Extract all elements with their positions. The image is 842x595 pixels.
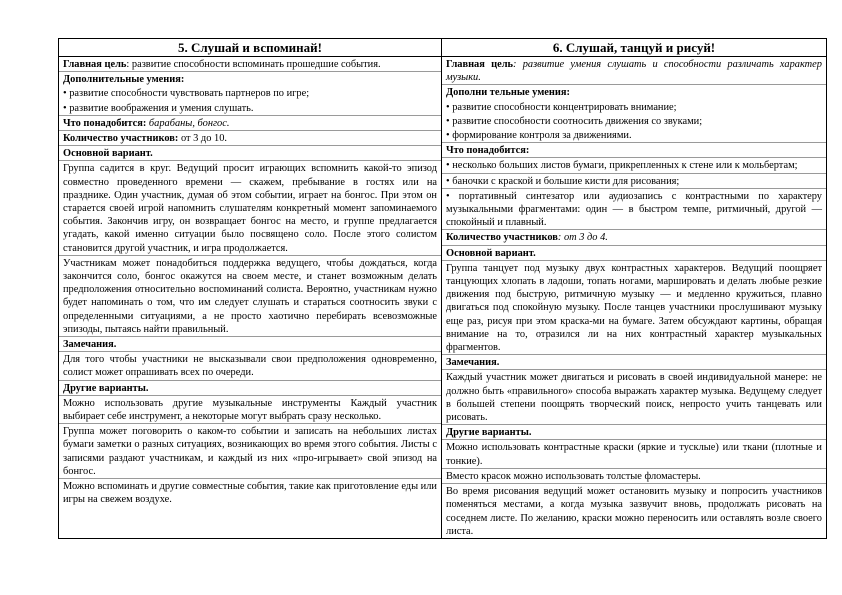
left-title: 5. Слушай и вспоминай! [59, 39, 441, 57]
left-remarks-label: Замечания. [59, 337, 441, 352]
right-need-3: • портативный синтезатор или аудиозапись с контрастными по характеру музыкальными фрагментами: один — в быстром темпе, ритмичный, другой — спокойный и плавный. [442, 189, 826, 231]
games-table [58, 38, 827, 539]
left-other-p3: Можно вспоминать и другие совместные события, такие как приготовление еды или игры на свежем воздухе. [63, 481, 437, 506]
left-basic-label: Основной вариант. [59, 146, 441, 161]
left-main-goal: Главная цель: развитие способности вспоминать прошедшие события. [59, 57, 441, 72]
right-skill-2: • развитие способности соотносить движения со звуками; [446, 115, 703, 127]
left-basic-p1: Группа садится в круг. Ведущий просит играющих вспомнить какой-то эпизод совместно проведенного времени — скажем, пребывание в гостях или на празднике. Один участник, думая об этом событии, играет на бонгос. При этом он старается своей игрой напомнить слушателям конкретный момент запоминаемого события. Закончив игру, он возвращает бонгос на место, и группе предлагается угадать, какой именно ситуации было посвящено соло. После этого солистом становится другой участник, и игра продолжается. [59, 161, 441, 255]
left-need: Что понадобится: барабаны, бонгос. [59, 116, 441, 131]
right-other-label: Другие варианты. [442, 425, 826, 440]
left-extra-skills-label: Дополнительные умения: [63, 74, 185, 86]
right-need-label: Что понадобится: [442, 143, 826, 158]
document-page [58, 38, 824, 588]
left-skill-1: • развитие способности чувствовать партнеров по игре; [63, 88, 310, 100]
left-remarks-text: Для того чтобы участники не высказывали свои предположения одновременно, солист может опрашивать всех по очереди. [59, 352, 441, 380]
right-remarks-text: Каждый участник может двигаться и рисовать в своей индивидуальной манере: не должно быть «правильного» способа выражать характер музыка. Ведущему следует в большей степени поощрять творческий поиск, непросто учить танцевать или рисовать. [442, 370, 826, 425]
right-basic-p1: Группа танцует под музыку двух контрастных характеров. Ведущий поощряет танцующих хлопать в ладоши, топать ногами, маршировать и делать любые резкие движения под быструю, ритмичную музыку — и медленно кружиться, плавно двигаться под спокойную музыку. После танцев участники прослушивают музыку еще раз, рисуя при этом краска-ми на бумаге. Затем обсуждают картины, обращая внимание на то, отразился ли на них контрастный характер музыкальных фрагментов. [442, 261, 826, 355]
right-need-2: • баночки с краской и большие кисти для рисования; [442, 174, 826, 189]
left-count: Количество участников: от 3 до 10. [59, 131, 441, 146]
left-column [59, 39, 442, 539]
right-extra-skills-label: Дополни тельные умения: [446, 87, 570, 99]
right-skill-3: • формирование контроля за движениями. [442, 128, 826, 143]
left-other-label: Другие варианты. [59, 381, 441, 396]
left-other-p1: Можно использовать другие музыкальные инструменты Каждый участник выбирает себе инструмент, а некоторые могут выбрать сразу несколько. [59, 396, 441, 424]
right-other-p1: Можно использовать контрастные краски (яркие и тусклые) или ткани (плотные и тонкие). [442, 440, 826, 468]
left-basic-p2: Участникам может понадобиться поддержка ведущего, чтобы дождаться, когда закончится соло, бонгос окажутся на своем месте, и станет возможным делать предположения относительно воспоминаний солиста. Вероятно, участникам нужно будет напоминать о том, что им следует слушать и стараться соотносить звуки с определенными ситуациями, а не просто хаотично перебирать всевозможные эпизоды, пытаясь найти правильный. [59, 256, 441, 337]
right-title: 6. Слушай, танцуй и рисуй! [442, 39, 826, 57]
left-other-p2: Группа может поговорить о каком-то событии и записать на небольших листах бумаги заметки о разных ситуациях, возникающих во время этого события. Листы с записями раздают участникам, и каждый из них «про-игрывает» свой эпизод на бонгос. [59, 424, 441, 479]
right-basic-label: Основной вариант. [442, 246, 826, 261]
right-main-goal: Главная цель: развитие умения слушать и способности различать характер музыки. [442, 57, 826, 85]
right-other-p3: Во время рисования ведущий может остановить музыку и попросить участников поменяться местами, а когда музыка зазвучит вновь, продолжать рисовать на соседнем листе. По желанию, краски можно переносить или оставлять возле своего листа. [446, 486, 822, 537]
left-skill-2: • развитие воображения и умения слушать. [59, 101, 441, 116]
right-column [442, 39, 827, 539]
right-count: Количество участников: от 3 до 4. [442, 230, 826, 245]
right-remarks-label: Замечания. [442, 355, 826, 370]
right-skill-1: • развитие способности концентрировать внимание; [446, 101, 677, 113]
right-other-p2: Вместо красок можно использовать толстые фломастеры. [442, 469, 826, 484]
right-need-1: • несколько больших листов бумаги, прикрепленных к стене или к мольбертам; [442, 158, 826, 173]
